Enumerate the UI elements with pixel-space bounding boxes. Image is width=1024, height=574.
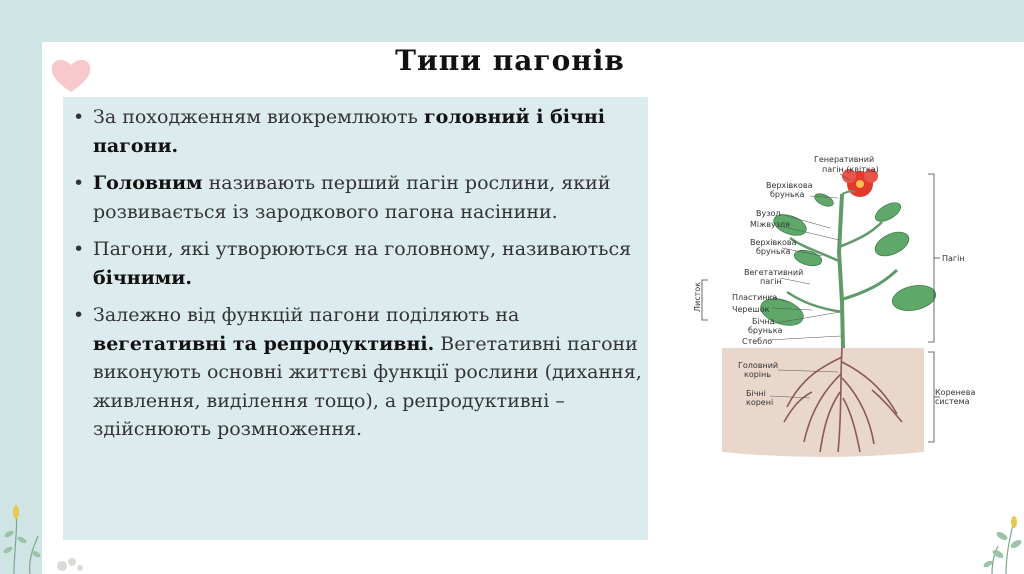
label-leaf: Листок bbox=[693, 282, 702, 312]
bullet-item bbox=[71, 169, 643, 226]
label-apical-bud-top-1: Верхівкова bbox=[766, 181, 813, 190]
bullet-text: За походженням виокремлюють bbox=[93, 106, 424, 128]
bullet-bold-text: бічними. bbox=[93, 266, 193, 289]
label-main-root-2: корінь bbox=[744, 370, 771, 379]
label-lateral-roots-1: Бічні bbox=[746, 389, 766, 398]
slide-title: Типи пагонів bbox=[395, 44, 625, 77]
label-lateral-roots-2: корені bbox=[746, 398, 774, 407]
label-blade: Пластинка bbox=[732, 293, 778, 302]
label-lateral-bud-2: брунька bbox=[748, 326, 783, 335]
bullet-list bbox=[71, 103, 643, 453]
bullet-item bbox=[71, 235, 643, 292]
bullet-bold-text: вегетативні та репродуктивні. bbox=[93, 332, 435, 355]
label-root-system-2: система bbox=[935, 397, 970, 406]
label-vegetative-shoot-2: пагін bbox=[760, 277, 782, 286]
bullet-text: Вегетативні пагони виконують основні життєві функції рослини (дихання, живлення, виділення тощо), а репродуктивні – здійснюють розмноження. bbox=[93, 332, 642, 440]
stem-drawing bbox=[839, 194, 843, 348]
label-apical-bud-mid-2: брунька bbox=[756, 247, 791, 256]
label-generative-shoot-1: Генеративний bbox=[814, 155, 875, 164]
heart-icon bbox=[50, 56, 92, 94]
label-apical-bud-top-2: брунька bbox=[770, 190, 805, 199]
bullet-bold-text: головний і бічні пагони. bbox=[93, 106, 605, 157]
bullet-text: називають перший пагін рослини, який розвивається із зародкового пагона насінини. bbox=[93, 172, 611, 223]
text-box bbox=[63, 97, 648, 540]
label-node: Вузол bbox=[756, 209, 781, 218]
label-generative-shoot-2: пагін (квітка) bbox=[822, 165, 879, 174]
label-shoot: Пагін bbox=[942, 254, 965, 263]
label-lateral-bud-1: Бічна bbox=[752, 317, 775, 326]
bullet-text: Залежно від функцій пагони поділяють на bbox=[93, 304, 520, 326]
plant-structure-diagram bbox=[692, 152, 984, 464]
label-internode: Міжвузля bbox=[750, 220, 790, 229]
floral-decoration-right bbox=[948, 510, 1024, 574]
label-main-root-1: Головний bbox=[738, 361, 779, 370]
label-vegetative-shoot-1: Вегетативний bbox=[744, 268, 804, 277]
bullet-item bbox=[71, 103, 643, 160]
label-apical-bud-mid-1: Верхівкова bbox=[750, 238, 797, 247]
bullet-text: Пагони, які утворюються на головному, називаються bbox=[93, 238, 632, 260]
leaves-drawing bbox=[757, 191, 938, 330]
label-stem: Стебло bbox=[742, 337, 773, 346]
label-root-system-1: Коренева bbox=[935, 388, 976, 397]
bullet-item bbox=[71, 301, 643, 444]
label-petiole: Черешок bbox=[732, 305, 770, 314]
bullet-bold-text: Головним bbox=[93, 172, 203, 194]
floral-decoration-left bbox=[0, 500, 90, 574]
